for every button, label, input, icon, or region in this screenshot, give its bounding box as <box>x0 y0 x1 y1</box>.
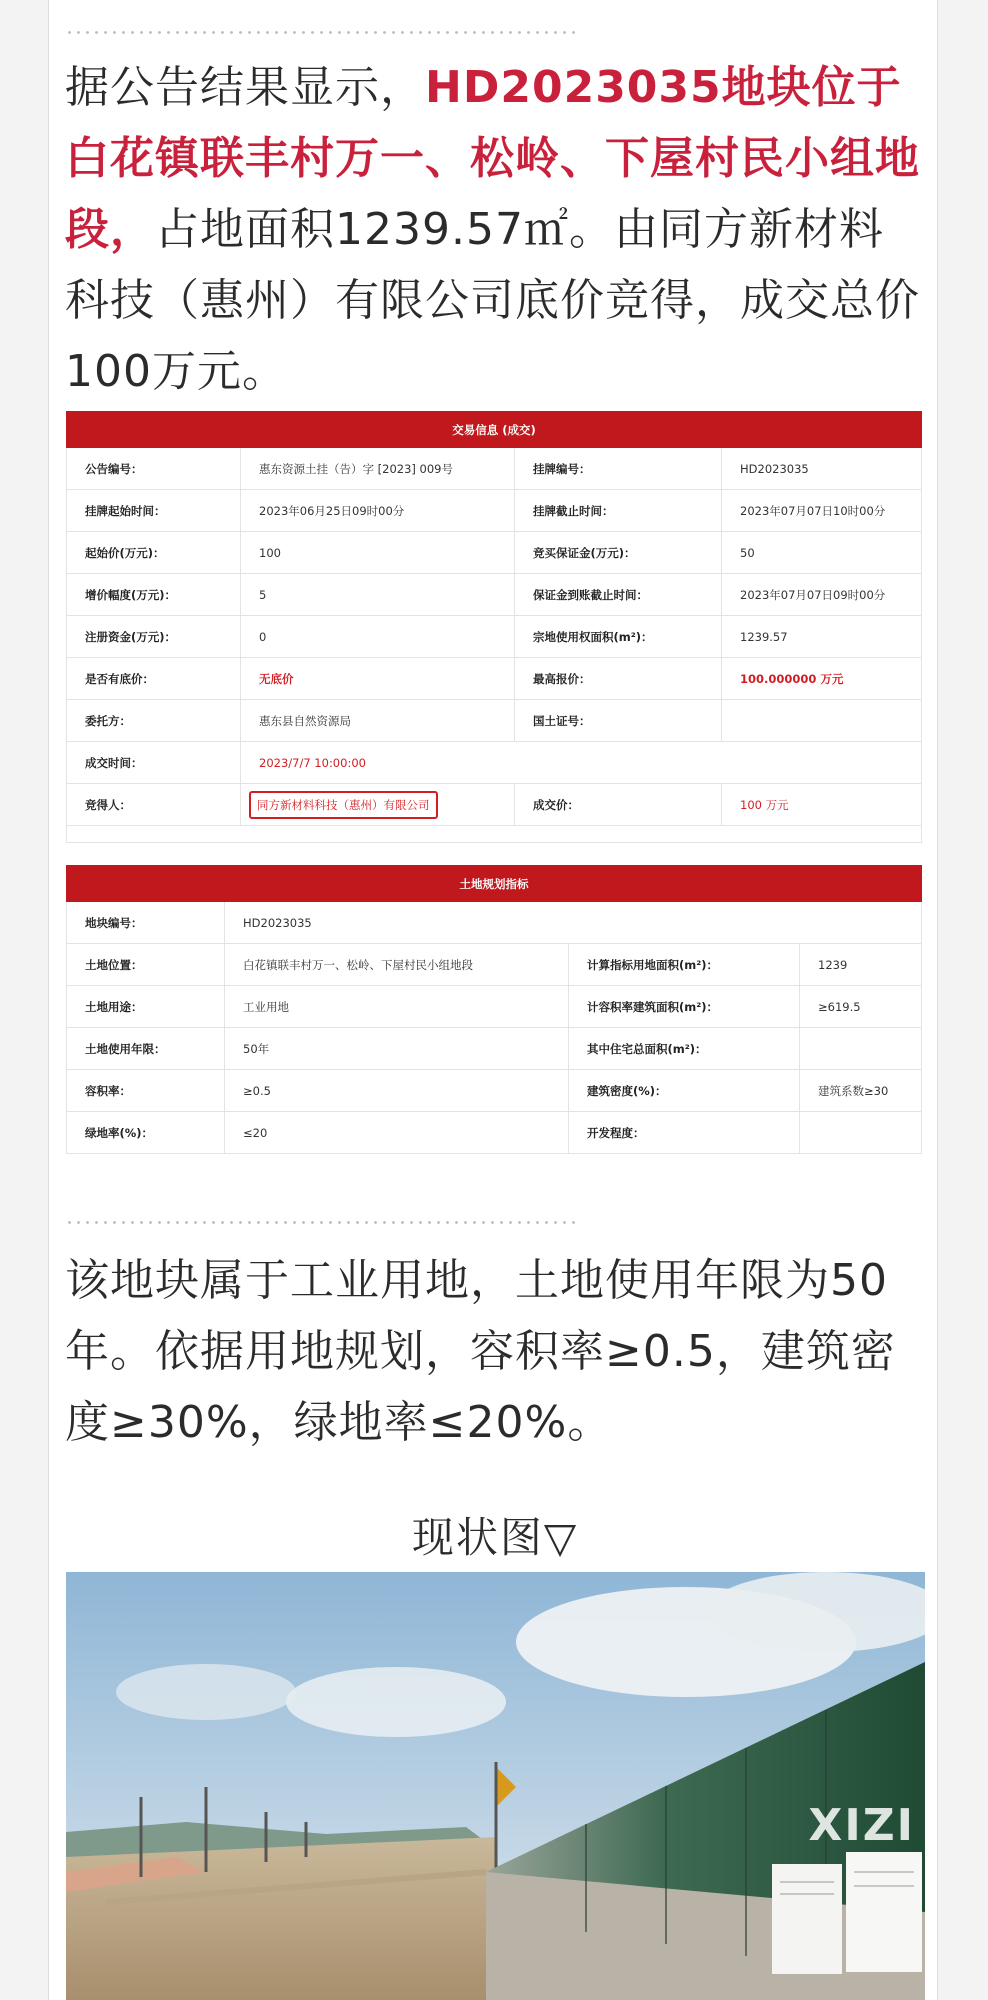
cell-label: 其中住宅总面积(m²)： <box>569 1028 800 1070</box>
table-row <box>67 616 922 658</box>
cell-value: 惠东资源土挂（告）字 [2023] 009号 <box>241 448 515 490</box>
table-row <box>67 944 922 986</box>
table-row <box>67 902 922 944</box>
cell-label: 绿地率(%)： <box>67 1112 225 1154</box>
trade-table-title: 交易信息 (成交) <box>67 412 922 448</box>
winner-cell <box>241 784 515 826</box>
cell-value: 50年 <box>225 1028 569 1070</box>
cell-value: 2023年07月07日10时00分 <box>722 490 922 532</box>
cell-label: 是否有底价： <box>67 658 241 700</box>
cell-value: 惠东县自然资源局 <box>241 700 515 742</box>
cell-value <box>722 700 922 742</box>
cell-label: 宗地使用权面积(m²)： <box>515 616 722 658</box>
cell-label: 土地位置： <box>67 944 225 986</box>
highest-bid-label: 最高报价： <box>515 658 722 700</box>
table-row <box>67 742 922 784</box>
site-photo-illustration <box>66 1572 925 2000</box>
table-row <box>67 1070 922 1112</box>
deal-time-value: 2023/7/7 10:00:00 <box>241 742 922 784</box>
winner-value: 同方新材料科技（惠州）有限公司 <box>249 791 438 819</box>
dotted-divider <box>65 31 575 34</box>
intro-paragraph <box>65 52 925 407</box>
cell-label: 挂牌起始时间： <box>67 490 241 532</box>
trade-info-table <box>66 411 922 843</box>
cell-label: 计算指标用地面积(m²)： <box>569 944 800 986</box>
reserve-price-value: 无底价 <box>241 658 515 700</box>
table-row <box>67 574 922 616</box>
cell-label: 土地用途： <box>67 986 225 1028</box>
cell-label: 地块编号： <box>67 902 225 944</box>
cell-label: 公告编号： <box>67 448 241 490</box>
intro-highlight: HD2023035地块位于白花镇联丰村万一、松岭、下屋村民小组地段， <box>65 62 920 255</box>
cell-value: ≥0.5 <box>225 1070 569 1112</box>
cell-label: 竞买保证金(万元)： <box>515 532 722 574</box>
intro-rest: 占地面积1239.57㎡。由同方新材料科技（惠州）有限公司底价竞得，成交总价100万元。 <box>65 204 920 397</box>
cell-label: 增价幅度(万元)： <box>67 574 241 616</box>
cell-value: 1239 <box>800 944 922 986</box>
table-row <box>67 700 922 742</box>
dotted-divider <box>65 1221 575 1224</box>
cell-value: ≤20 <box>225 1112 569 1154</box>
cell-label: 国土证号： <box>515 700 722 742</box>
cell-label: 起始价(万元)： <box>67 532 241 574</box>
table-row-blank <box>67 826 922 843</box>
cell-value: HD2023035 <box>225 902 922 944</box>
cell-value: 100 <box>241 532 515 574</box>
cell-label: 容积率： <box>67 1070 225 1112</box>
cell-value: 5 <box>241 574 515 616</box>
cell-value: 2023年06月25日09时00分 <box>241 490 515 532</box>
land-use-paragraph: 该地块属于工业用地，土地使用年限为50年。依据用地规划，容积率≥0.5，建筑密度≥30%，绿地率≤20%。 <box>65 1255 896 1448</box>
cell-value: 1239.57 <box>722 616 922 658</box>
deal-price-value: 100 万元 <box>722 784 922 826</box>
cell-value: 白花镇联丰村万一、松岭、下屋村民小组地段 <box>225 944 569 986</box>
cell-value: 建筑系数≥30 <box>800 1070 922 1112</box>
highest-bid-value: 100.000000 万元 <box>722 658 922 700</box>
table-row <box>67 658 922 700</box>
cell-value: 50 <box>722 532 922 574</box>
table-row <box>67 1112 922 1154</box>
cell-label: 保证金到账截止时间： <box>515 574 722 616</box>
cell-label: 委托方： <box>67 700 241 742</box>
cell-value: HD2023035 <box>722 448 922 490</box>
cell-label: 成交时间： <box>67 742 241 784</box>
cell-value: 工业用地 <box>225 986 569 1028</box>
land-planning-table <box>66 865 922 1154</box>
watermark-text: XIZI <box>808 1800 915 1851</box>
cell-label: 成交价： <box>515 784 722 826</box>
plan-table-title: 土地规划指标 <box>67 866 922 902</box>
cell-value: 0 <box>241 616 515 658</box>
cell-value <box>800 1028 922 1070</box>
cell-label: 开发程度： <box>569 1112 800 1154</box>
table-row <box>67 784 922 826</box>
table-row <box>67 986 922 1028</box>
photo-caption: 现状图▽ <box>411 1513 579 1562</box>
table-row <box>67 490 922 532</box>
table-row <box>67 532 922 574</box>
cell-label: 挂牌编号： <box>515 448 722 490</box>
article-body <box>48 0 938 2000</box>
cell-label: 计容积率建筑面积(m²)： <box>569 986 800 1028</box>
cell-value <box>800 1112 922 1154</box>
table-row <box>67 448 922 490</box>
site-photo <box>66 1572 925 2000</box>
cell-value: ≥619.5 <box>800 986 922 1028</box>
cell-label: 建筑密度(%)： <box>569 1070 800 1112</box>
cell-label: 竞得人： <box>67 784 241 826</box>
table-row <box>67 1028 922 1070</box>
cell-value: 2023年07月07日09时00分 <box>722 574 922 616</box>
cell-label: 土地使用年限： <box>67 1028 225 1070</box>
cell-label: 挂牌截止时间： <box>515 490 722 532</box>
intro-lead: 据公告结果显示， <box>65 62 425 113</box>
cell-label: 注册资金(万元)： <box>67 616 241 658</box>
